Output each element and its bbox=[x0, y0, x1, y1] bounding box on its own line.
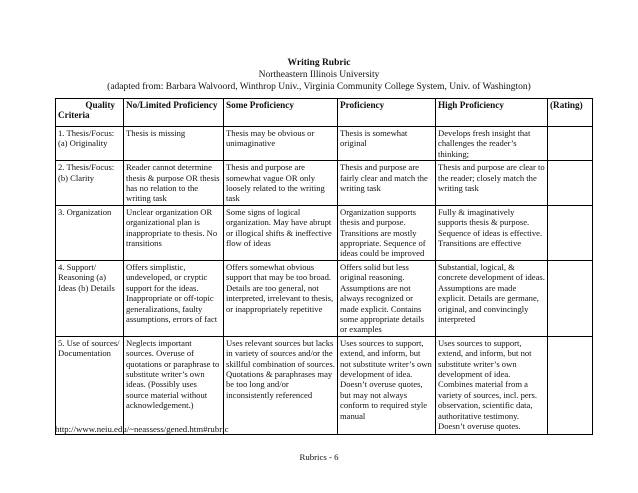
source-url[interactable]: http://www.neiu.edu/~neassess/gened.htm#rubric bbox=[55, 424, 229, 434]
criterion-cell: 3. Organization bbox=[56, 205, 124, 260]
table-cell: Thesis and purpose are clear to the reader; closely match the writing task bbox=[436, 161, 548, 206]
rubric-table bbox=[55, 98, 593, 435]
table-row bbox=[56, 205, 593, 260]
rating-cell[interactable] bbox=[548, 260, 593, 336]
table-cell: Offers simplistic, undeveloped, or cryptic support for the ideas. Inappropriate or off-topic generalizations, faulty assumptions, errors of fact bbox=[124, 260, 224, 336]
criterion-cell: 4. Support/ Reasoning (a) Ideas (b) Details bbox=[56, 260, 124, 336]
rating-cell[interactable] bbox=[548, 205, 593, 260]
table-cell: Thesis is somewhat original bbox=[338, 127, 436, 161]
institution-name: Northeastern Illinois University bbox=[258, 70, 380, 80]
table-cell: Thesis may be obvious or unimaginative bbox=[224, 127, 338, 161]
table-row bbox=[56, 336, 593, 434]
header-rating: (Rating) bbox=[548, 99, 593, 127]
header-some-proficiency: Some Proficiency bbox=[224, 99, 338, 127]
table-row bbox=[56, 161, 593, 206]
table-cell: Uses relevant sources but lacks in variety of sources and/or the skillful combination of sources. Quotations & paraphrases may be too long and/or inconsistently referenced bbox=[224, 336, 338, 434]
header-row bbox=[56, 99, 593, 127]
rating-cell[interactable] bbox=[548, 127, 593, 161]
table-cell: Offers somewhat obvious support that may be too broad. Details are too general, not interpreted, irrelevant to thesis, or inappropriately repetitive bbox=[224, 260, 338, 336]
rating-cell[interactable] bbox=[548, 161, 593, 206]
table-row bbox=[56, 127, 593, 161]
table-cell: Neglects important sources. Overuse of quotations or paraphrase to substitute writer’s own ideas. (Possibly uses source material without acknowledgement.) bbox=[124, 336, 224, 434]
header-quality: Quality bbox=[85, 100, 115, 110]
table-cell: Offers solid but less original reasoning. Assumptions are not always recognized or made explicit. Contains some appropriate details or examples bbox=[338, 260, 436, 336]
table-cell: Thesis and purpose are fairly clear and match the writing task bbox=[338, 161, 436, 206]
table-cell: Develops fresh insight that challenges the reader’s thinking; bbox=[436, 127, 548, 161]
table-cell: Reader cannot determine thesis & purpose OR thesis has no relation to the writing task bbox=[124, 161, 224, 206]
table-cell: Some signs of logical organization. May have abrupt or illogical shifts & ineffective flow of ideas bbox=[224, 205, 338, 260]
criterion-cell: 2. Thesis/Focus: (b) Clarity bbox=[56, 161, 124, 206]
table-cell: Organization supports thesis and purpose. Transitions are mostly appropriate. Sequence of ideas could be improved bbox=[338, 205, 436, 260]
table-cell: Thesis is missing bbox=[124, 127, 224, 161]
table-row bbox=[56, 260, 593, 336]
table-cell: Fully & imaginatively supports thesis & purpose. Sequence of ideas is effective. Transitions are effective bbox=[436, 205, 548, 260]
header-no-limited-proficiency: No/Limited Proficiency bbox=[124, 99, 224, 127]
table-cell: Uses sources to support, extend, and inform, but not substitute writer’s own development of idea. Combines material from a variety of sources, incl. pers. observation, scientific data, authoritative testimony. Doesn’t overuse quotes. bbox=[436, 336, 548, 434]
table-cell: Unclear organization OR organizational plan is inappropriate to thesis. No transitions bbox=[124, 205, 224, 260]
table-cell: Substantial, logical, & concrete development of ideas. Assumptions are made explicit. Details are germane, original, and convincingly interpreted bbox=[436, 260, 548, 336]
page-footer: Rubrics - 6 bbox=[299, 452, 339, 462]
header-proficiency: Proficiency bbox=[338, 99, 436, 127]
document-title: Writing Rubric bbox=[287, 58, 351, 68]
criterion-cell: 5. Use of sources/ Documentation bbox=[56, 336, 124, 434]
table-cell: Uses sources to support, extend, and inform, but not substitute writer’s own development of idea. Doesn’t overuse quotes, but may not always conform to required style manual bbox=[338, 336, 436, 434]
header-quality-criteria bbox=[56, 99, 124, 127]
criterion-cell: 1. Thesis/Focus: (a) Originality bbox=[56, 127, 124, 161]
table-cell: Thesis and purpose are somewhat vague OR only loosely related to the writing task bbox=[224, 161, 338, 206]
adaptation-note: (adapted from: Barbara Walvoord, Winthrop Univ., Virginia Community College System, Univ. of Washington) bbox=[107, 82, 531, 92]
rating-cell[interactable] bbox=[548, 336, 593, 434]
header-high-proficiency: High Proficiency bbox=[436, 99, 548, 127]
document-header bbox=[0, 57, 638, 93]
header-criteria: Criteria bbox=[58, 110, 90, 121]
